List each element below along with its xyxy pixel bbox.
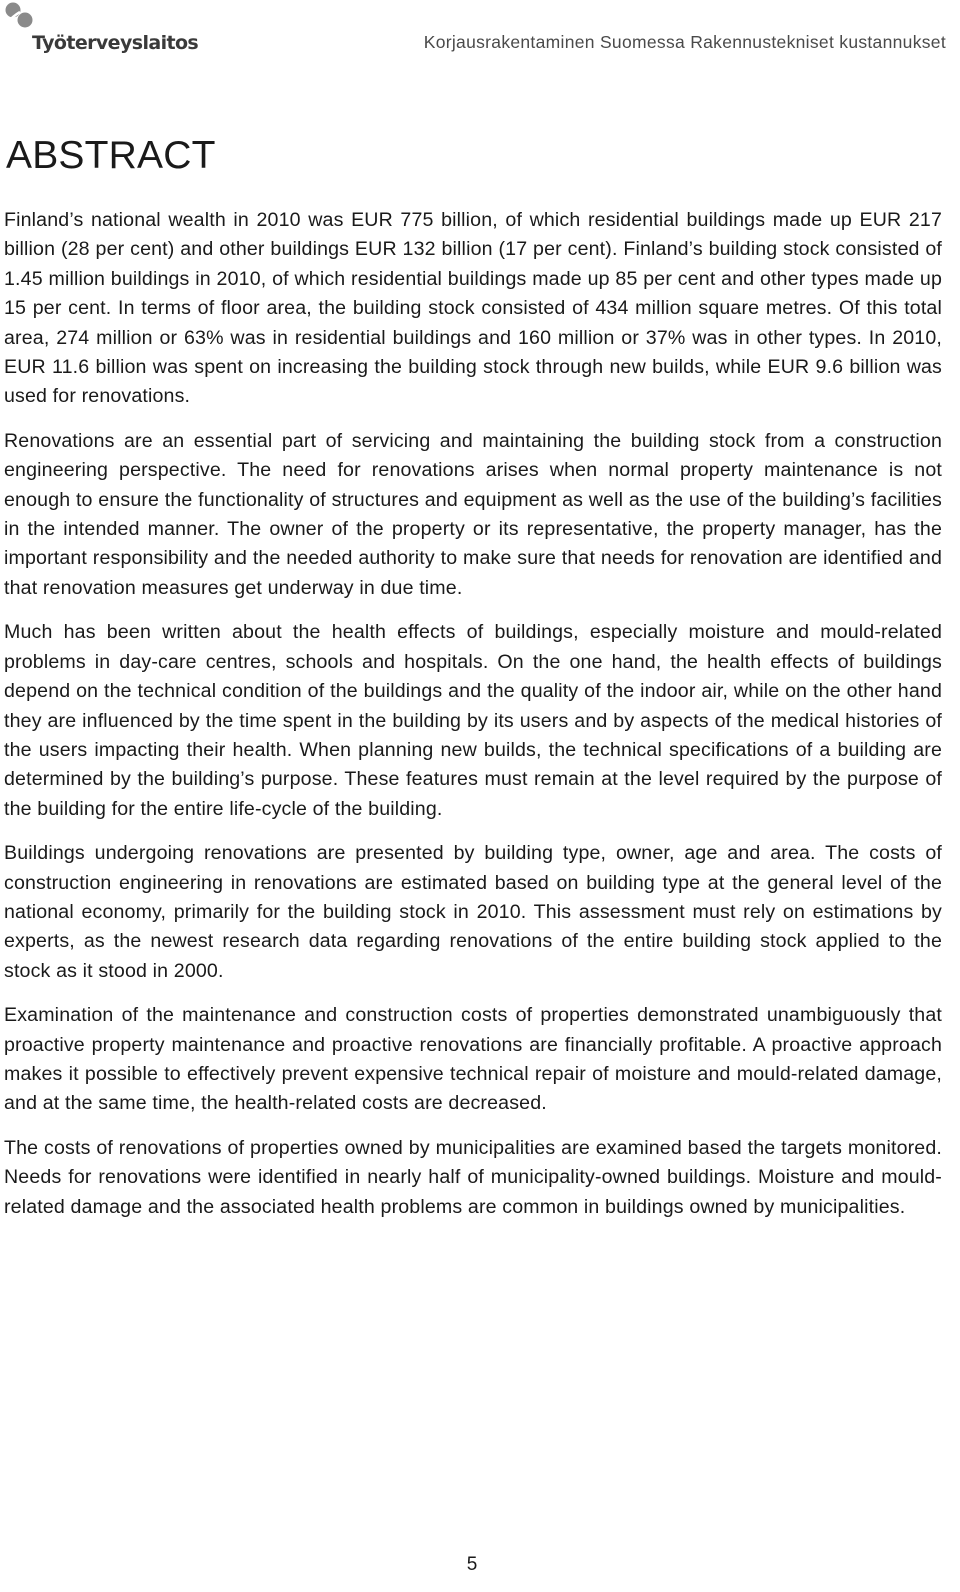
paragraph-1: Finland’s national wealth in 2010 was EUR 775 billion, of which residential buildings made up EUR 217 billion (28 per cent) and other buildings EUR 132 billion (17 per cent). Finland’s building stock consisted of 1.45 million buildings in 2010, of which residential buildings made up 85 per cent and other types made up 15 per cent. In terms of floor area, the building stock consisted of 434 million square metres. Of this total area, 274 million or 63% was in residential buildings and 160 million or 37% was in other types. In 2010, EUR 11.6 billion was spent on increasing the building stock through new builds, while EUR 9.6 billion was used for renovations.: [4, 209, 942, 408]
logo: [4, 2, 199, 56]
paragraph-3: Much has been written about the health effects of buildings, especially moisture and mould-related problems in day-care centres, schools and hospitals. On the one hand, the health effects of buildings depend on the technical condition of the buildings and the quality of the indoor air, while on the other hand they are influenced by the time spent in the building by its users and by aspects of the medical histories of the users impacting their health. When planning new builds, the technical specifications of a building are determined by the building’s purpose. These features must remain at the level required by the purpose of the building for the entire life-cycle of the building.: [4, 621, 942, 820]
page-number: 5: [466, 1554, 478, 1575]
page-header: [0, 0, 960, 60]
logo-text: Työterveyslaitos: [32, 32, 199, 54]
paragraph-4: Buildings undergoing renovations are presented by building type, owner, age and area. The costs of construction engineering in renovations are estimated based on building type at the general level of the national economy, primarily for the building stock in 2010. This assessment must rely on estimations by experts, as the newest research data regarding renovations of the entire building stock applied to the stock as it stood in 2000.: [4, 842, 942, 982]
abstract-body: [4, 206, 942, 1237]
paragraph-6: The costs of renovations of properties owned by municipalities are examined based the targets monitored. Needs for renovations were identified in nearly half of municipality-owned buildings. Moisture and mould-related damage and the associated health problems are common in buildings owned by municipalities.: [4, 1136, 942, 1218]
paragraph-2: Renovations are an essential part of servicing and maintaining the building stock from a construction engineering perspective. The need for renovations arises when normal property maintenance is not enough to ensure the functionality of structures and equipment as well as the use of the building’s facilities in the intended manner. The owner of the property or its representative, the property manager, has the important responsibility and the needed authority to make sure that needs for renovation are identified and that renovation measures get underway in due time.: [4, 429, 942, 599]
paragraph-5: Examination of the maintenance and construction costs of properties demonstrated unambiguously that proactive property maintenance and proactive renovations are financially profitable. A proactive approach makes it possible to effectively prevent expensive technical repair of moisture and mould-related damage, and at the same time, the health-related costs are decreased.: [4, 1004, 942, 1115]
section-title: ABSTRACT: [6, 134, 216, 177]
running-header-title: Korjausrakentaminen Suomessa Rakennustekniset kustannukset: [423, 32, 946, 52]
